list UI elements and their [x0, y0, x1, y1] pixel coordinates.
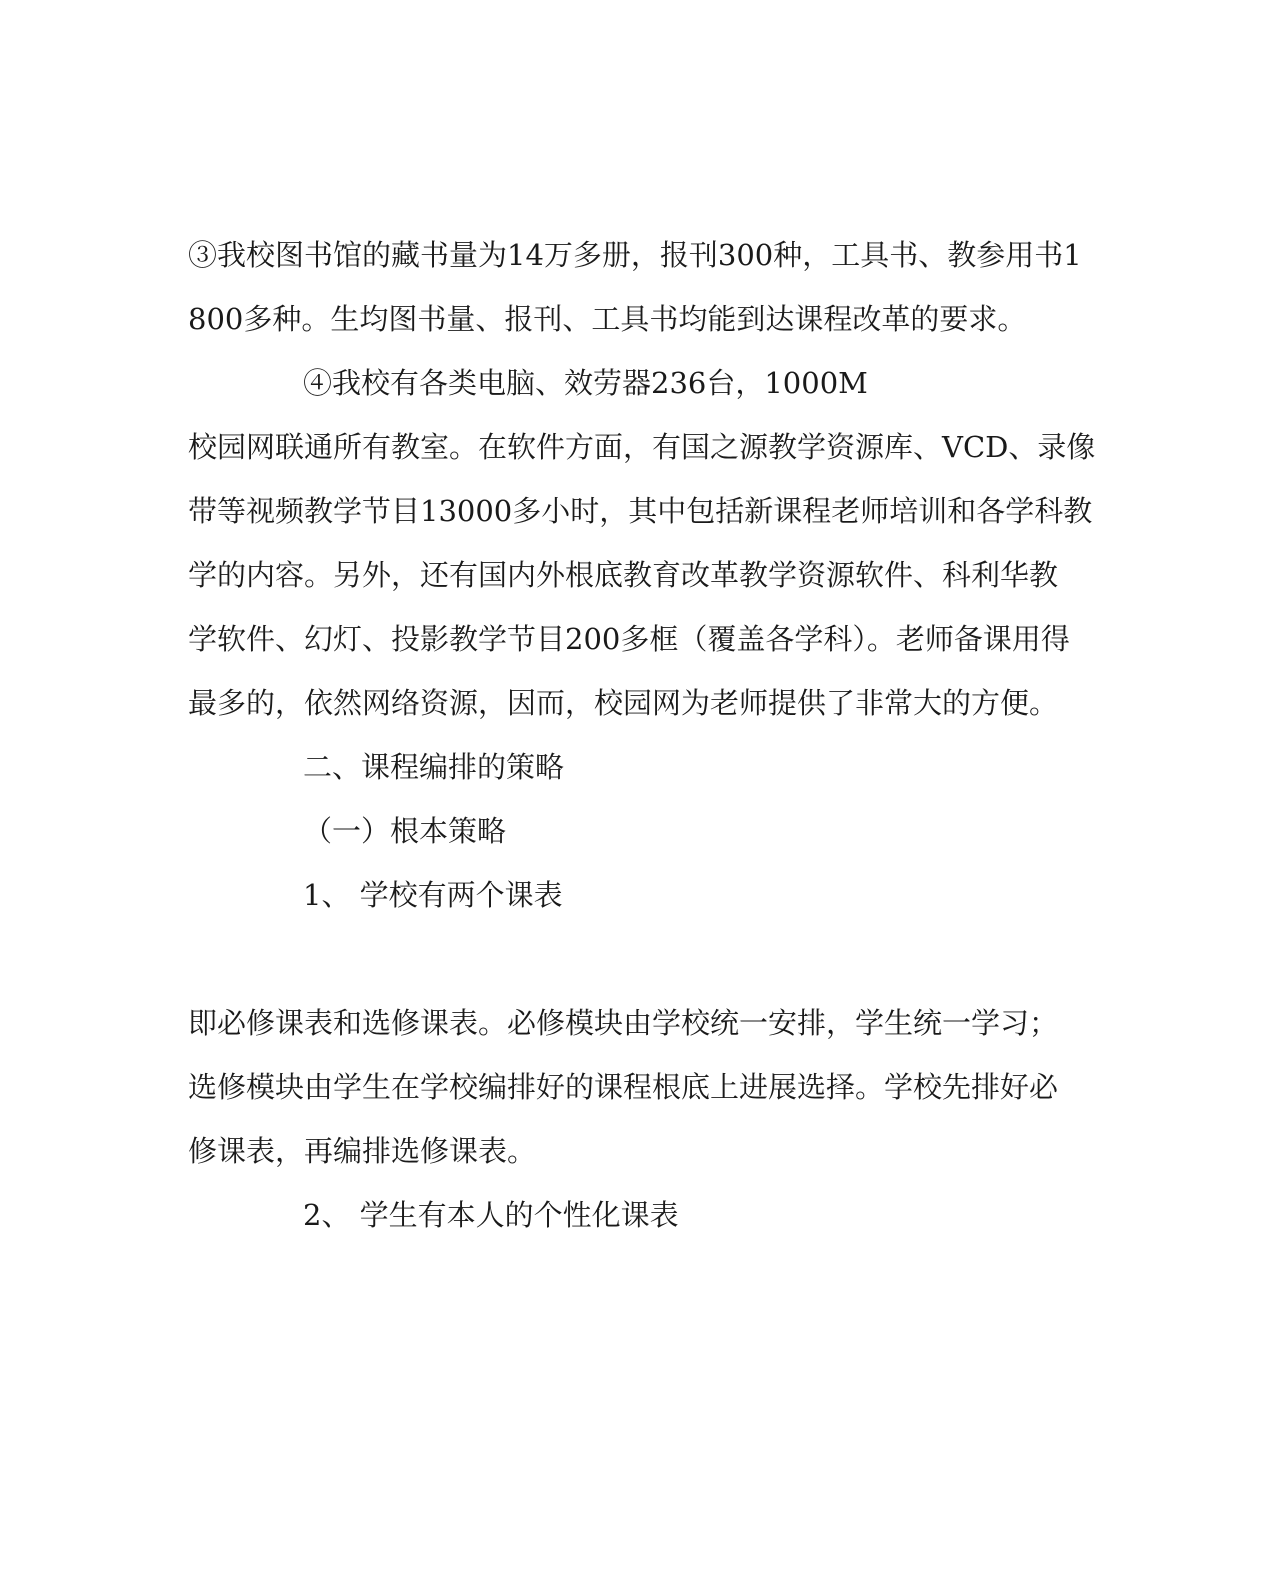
subsection-heading: （一）根本策略: [303, 814, 507, 848]
paragraph-line-slides: 学软件、幻灯、投影教学节目200多框（覆盖各学科）。老师备课用得: [188, 622, 1070, 656]
list-item-heading-1: 1、 学校有两个课表: [303, 878, 563, 912]
paragraph-line-electives: 选修模块由学生在学校编排好的课程根底上进展选择。学校先排好必: [188, 1070, 1059, 1104]
paragraph-line-network: 校园网联通所有教室。在软件方面，有国之源教学资源库、VCD、录像: [188, 430, 1096, 464]
paragraph-line-computers: ④我校有各类电脑、效劳器236台，1000M: [303, 366, 868, 400]
paragraph-line-software: 学的内容。另外，还有国内外根底教育改革教学资源软件、科利华教: [188, 558, 1059, 592]
list-item-heading-2: 2、 学生有本人的个性化课表: [303, 1198, 679, 1232]
paragraph-line-library: ③我校图书馆的藏书量为14万多册，报刊300种，工具书、教参用书1: [188, 238, 1082, 272]
paragraph-line-schedules: 即必修课表和选修课表。必修模块由学校统一安排，学生统一学习；: [188, 1006, 1059, 1040]
paragraph-line-order: 修课表，再编排选修课表。: [188, 1134, 537, 1168]
paragraph-line-library-continued: 800多种。生均图书量、报刊、工具书均能到达课程改革的要求。: [188, 302, 1027, 336]
paragraph-line-video: 带等视频教学节目13000多小时，其中包括新课程老师培训和各学科教: [188, 494, 1093, 528]
section-heading: 二、课程编排的策略: [303, 750, 565, 784]
paragraph-line-resources: 最多的，依然网络资源，因而，校园网为老师提供了非常大的方便。: [188, 686, 1059, 720]
